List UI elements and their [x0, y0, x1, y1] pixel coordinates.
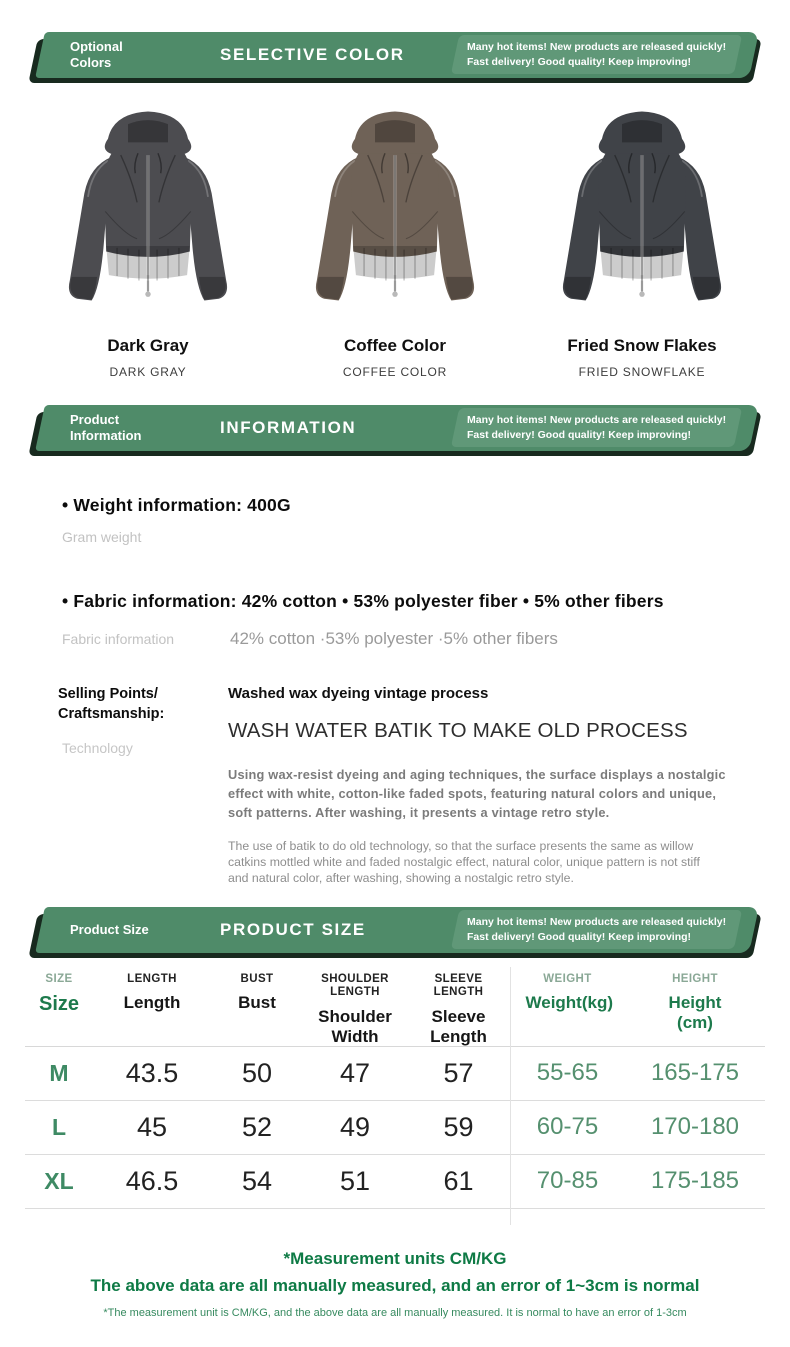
fabric-sub-label: Fabric information [62, 631, 175, 647]
cell-sleeve: 59 [443, 1111, 474, 1142]
product-card-fried-snowflake [522, 92, 762, 379]
technology-label: Technology [62, 740, 133, 757]
footnote-small: *The measurement unit is CM/KG, and the above data are all manually measured. It is normal to have an error of 1-3cm [103, 1306, 687, 1319]
table-vertical-divider [510, 967, 511, 1225]
promo-line2: Fast delivery! Good quality! Keep improving! [466, 930, 691, 943]
cell-weight: 60-75 [536, 1113, 599, 1141]
product-name: Coffee Color [344, 336, 446, 355]
product-subname: COFFEE COLOR [342, 365, 448, 379]
cell-length: 43.5 [125, 1057, 179, 1088]
size-table-header [25, 965, 765, 1047]
banner-tag-line2: Information [70, 428, 142, 443]
weight-info-block [62, 495, 728, 545]
cell-length: 45 [136, 1111, 168, 1142]
craft-paragraph: The use of batik to do old technology, so that the surface presents the same as willow catkins mottled white and faded nostalgic effect, natural color, unique pattern is not stiff and natural color, after washing, showing a nostalgic retro style. [228, 838, 700, 885]
header-main-label: Bust [238, 993, 276, 1013]
header-main-label: Height (cm) [668, 993, 722, 1032]
information-banner [40, 405, 754, 451]
selling-points-block [58, 685, 738, 887]
banner-tag-line1: Product [70, 412, 120, 428]
measurement-footnotes [0, 1249, 790, 1319]
banner-tag-line2: Colors [70, 55, 112, 70]
selling-label-line2: Craftsmanship: [58, 705, 165, 722]
promo-text [467, 40, 726, 69]
product-name: Dark Gray [107, 336, 189, 355]
header-top-label: SHOULDER LENGTH [321, 972, 389, 999]
header-top-label: LENGTH [127, 972, 177, 985]
table-row-l [25, 1101, 765, 1155]
product-name: Fried Snow Flakes [567, 336, 717, 355]
product-image-coffee [275, 92, 515, 332]
header-top-label: SIZE [45, 972, 73, 985]
fabric-sub-value: 42% cotton ·53% polyester ·5% other fibers [230, 629, 558, 648]
promo-box [451, 35, 742, 74]
table-row-m [25, 1047, 765, 1101]
jacket-illustration-coffee [295, 100, 495, 332]
promo-line2: Fast delivery! Good quality! Keep improving! [466, 56, 691, 68]
product-card-dark-gray [28, 92, 268, 379]
banner-tag [70, 412, 182, 443]
promo-text [467, 413, 726, 442]
promo-text [467, 915, 726, 944]
cell-shoulder: 47 [339, 1057, 371, 1088]
fabric-info-line: • Fabric information: 42% cotton • 53% polyester fiber • 5% other fibers [62, 591, 664, 611]
header-main-label: Shoulder Width [318, 1007, 392, 1046]
cell-shoulder: 51 [339, 1165, 371, 1196]
header-main-label: Size [38, 993, 80, 1016]
selective-color-banner [40, 32, 754, 78]
selling-label-line1: Selling Points/ [58, 686, 158, 702]
product-card-coffee [275, 92, 515, 379]
jacket-illustration-dark-gray [48, 100, 248, 332]
footnote-error: The above data are all manually measured, and an error of 1~3cm is normal [90, 1275, 700, 1295]
selling-points-left [58, 685, 228, 887]
cell-size: L [51, 1113, 67, 1140]
banner-title: PRODUCT SIZE [220, 919, 366, 939]
cell-sleeve: 57 [443, 1057, 474, 1088]
craft-paragraph-bold: Using wax-resist dyeing and aging techniques, the surface displays a nostalgic effect with white, cotton-like faded spots, featuring natural colors and unique, soft patterns. After washing, it presents a vintage retro style. [228, 767, 726, 821]
header-sleeve [407, 973, 510, 1047]
header-top-label: WEIGHT [543, 972, 592, 985]
craft-heading: WASH WATER BATIK TO MAKE OLD PROCESS [228, 719, 688, 742]
header-main-label: Length [123, 993, 181, 1013]
color-options-row [0, 78, 790, 379]
product-size-banner [40, 907, 754, 953]
product-image-dark-gray [28, 92, 268, 332]
header-shoulder [303, 973, 407, 1047]
cell-height: 165-175 [650, 1059, 740, 1087]
cell-size: M [49, 1059, 69, 1086]
product-image-fried-snowflake [522, 92, 762, 332]
product-subname: FRIED SNOWFLAKE [578, 365, 706, 379]
header-height [625, 973, 765, 1033]
banner-title: INFORMATION [220, 418, 357, 437]
craft-title: Washed wax dyeing vintage process [228, 685, 489, 702]
header-main-label: Sleeve Length [430, 1007, 487, 1046]
promo-box [451, 910, 742, 949]
weight-sub-label: Gram weight [62, 529, 142, 545]
size-table [25, 965, 765, 1209]
banner-tag [70, 922, 182, 938]
promo-line2: Fast delivery! Good quality! Keep improving! [466, 429, 691, 441]
banner-tag-line1: Optional [70, 39, 123, 55]
footnote-units: *Measurement units CM/KG [283, 1248, 507, 1268]
header-weight [510, 973, 625, 1013]
header-top-label: HEIGHT [672, 972, 718, 985]
header-bust [211, 973, 303, 1013]
promo-line1: Many hot items! New products are released quickly! [466, 915, 726, 928]
cell-height: 175-185 [650, 1167, 740, 1195]
selling-points-label [58, 685, 228, 724]
header-top-label: SLEEVE LENGTH [433, 972, 484, 999]
cell-bust: 52 [241, 1111, 273, 1142]
cell-height: 170-180 [650, 1113, 740, 1141]
header-length [93, 973, 211, 1013]
banner-tag-line1: Product Size [70, 921, 149, 937]
cell-shoulder: 49 [339, 1111, 371, 1142]
header-size [25, 973, 93, 1017]
cell-weight: 70-85 [536, 1167, 599, 1195]
promo-box [451, 408, 742, 447]
cell-bust: 54 [241, 1165, 273, 1196]
cell-weight: 55-65 [536, 1059, 599, 1087]
promo-line1: Many hot items! New products are released quickly! [466, 414, 726, 427]
promo-line1: Many hot items! New products are released quickly! [466, 41, 726, 54]
banner-tag [70, 39, 182, 70]
banner-title: SELECTIVE COLOR [220, 45, 405, 64]
weight-info-line: • Weight information: 400G [62, 495, 291, 515]
cell-sleeve: 61 [443, 1165, 474, 1196]
cell-bust: 50 [241, 1057, 273, 1088]
product-subname: DARK GRAY [109, 365, 187, 379]
jacket-illustration-fried-snowflake [542, 100, 742, 332]
fabric-info-block [62, 591, 734, 649]
cell-length: 46.5 [125, 1165, 179, 1196]
cell-size: XL [44, 1167, 74, 1194]
header-top-label: BUST [240, 972, 274, 985]
header-main-label: Weight(kg) [525, 993, 614, 1013]
table-row-xl [25, 1155, 765, 1209]
craftsmanship-content [228, 685, 738, 887]
